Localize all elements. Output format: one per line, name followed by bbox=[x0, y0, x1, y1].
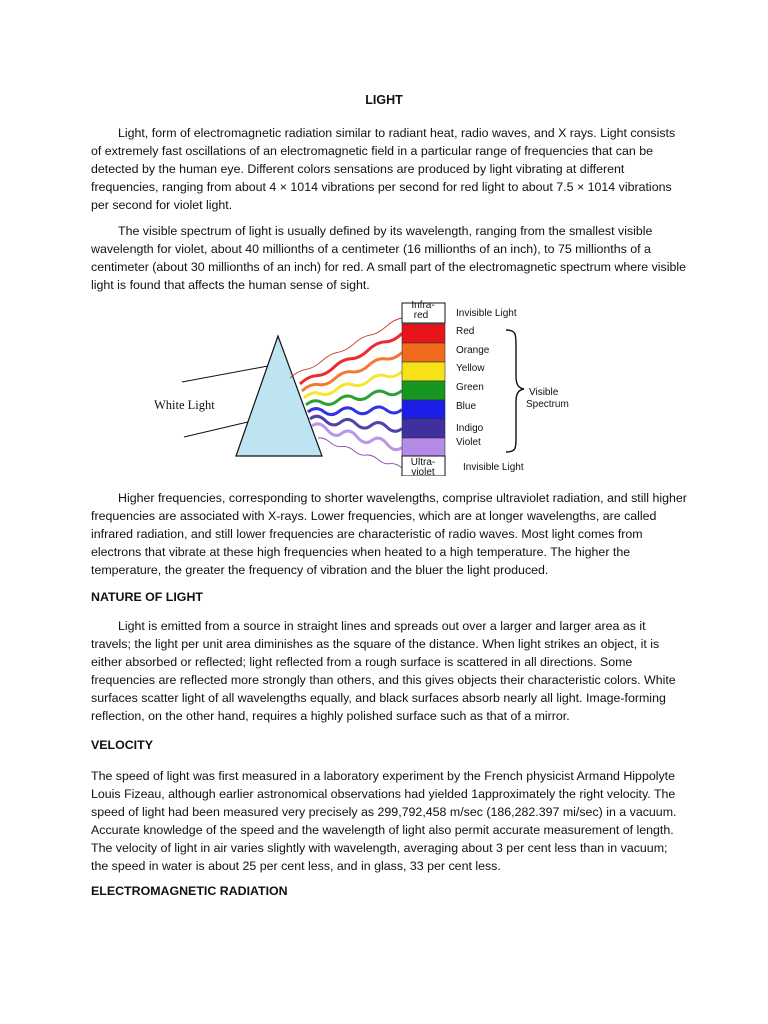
white-light-ray-lower bbox=[184, 421, 252, 437]
spectrum-band-label-green: Green bbox=[456, 382, 484, 393]
ultraviolet-ray bbox=[318, 438, 402, 468]
visible-spectrum-label-line2: Spectrum bbox=[526, 399, 569, 410]
paragraph-frequencies: Higher frequencies, corresponding to shorter wavelengths, comprise ultraviolet radiation, and still higher frequencies are associated with X-rays. Lower frequencies, which are at longer wavelengths, are called infrared radiation, and still lower frequencies are characteristic of radio waves. Most light comes from electrons that vibrate at these high frequencies when heated to a high temperature. The higher the temperature, the greater the frequency of vibration and the bluer the light produced. bbox=[91, 491, 687, 577]
infrared-label-line1: Infra- bbox=[411, 300, 435, 311]
paragraph-velocity: The speed of light was first measured in a laboratory experiment by the French physicist Armand Hippolyte Louis Fizeau, although earlier astronomical observations had yielded 1approximately the right velocity. The speed of light had been measured very precisely as 299,792,458 m/sec (186,282.397 mi/sec) in a vacuum. Accurate knowledge of the speed and the wavelength of light also permit accurate measurement of length. The velocity of light in air varies slightly with wavelength, averaging about 3 per cent less than in vacuum; the speed in water is about 25 per cent less, and in glass, 33 per cent less. bbox=[91, 769, 677, 873]
ultraviolet-label-line2: violet bbox=[411, 467, 435, 476]
ultraviolet-label-line1: Ultra- bbox=[410, 457, 436, 468]
heading-electromagnetic-radiation: ELECTROMAGNETIC RADIATION bbox=[91, 884, 288, 898]
spectrum-band-indigo bbox=[402, 419, 445, 438]
spectrum-band-red bbox=[402, 324, 445, 343]
spectrum-band-blue bbox=[402, 400, 445, 419]
spectrum-band-label-yellow: Yellow bbox=[456, 363, 485, 374]
spectrum-band-label-orange: Orange bbox=[456, 345, 490, 356]
white-light-label: White Light bbox=[154, 398, 215, 412]
spectrum-band-orange bbox=[402, 343, 445, 362]
invisible-light-bottom-label: Invisible Light bbox=[463, 462, 524, 473]
infrared-label-line2: red bbox=[413, 310, 429, 321]
heading-velocity: VELOCITY bbox=[91, 738, 153, 752]
prism-diagram bbox=[140, 296, 580, 476]
white-light-ray-upper bbox=[182, 366, 268, 382]
heading-nature-of-light: NATURE OF LIGHT bbox=[91, 590, 203, 604]
paragraph-nature-of-light: Light is emitted from a source in straight lines and spreads out over a larger and larger area as it travels; the light per unit area diminishes as the square of the distance. When light strikes an object, it is either absorbed or reflected; light reflected from a rough surface is scattered in all directions. Some frequencies are reflected more strongly than others, and this gives objects their characteristic colors. White surfaces scatter light of all wavelengths equally, and black surfaces absorb nearly all light. Image-forming reflection, on the other hand, requires a highly polished surface such as that of a mirror. bbox=[91, 619, 676, 723]
spectrum-band-label-blue: Blue bbox=[456, 401, 477, 412]
paragraph-visible-spectrum: The visible spectrum of light is usually defined by its wavelength, ranging from the smallest visible wavelength for violet, about 40 millionths of a centimeter (16 millionths of an inch), to 75 millionths of a centimeter (about 30 millionths of an inch) for red. A small part of the electromagnetic spectrum where visible light is found that affects the human sense of sight. bbox=[91, 224, 687, 292]
dispersed-ray-indigo bbox=[310, 416, 402, 431]
dispersed-ray-blue bbox=[308, 407, 402, 415]
paragraph-intro: Light, form of electromagnetic radiation similar to radiant heat, radio waves, and X rays. Light consists of extremely fast oscillations of an electromagnetic field in a particular range of frequencies that can be detected by the human eye. Different colors sensations are produced by light vibrating at different frequencies, ranging from about 4 × 1014 vibrations per second for red light to about 7.5 × 1014 vibrations per second for violet light. bbox=[91, 126, 676, 212]
spectrum-band-label-violet: Violet bbox=[456, 437, 481, 448]
visible-spectrum-brace bbox=[506, 330, 524, 452]
spectrum-band-yellow bbox=[402, 362, 445, 381]
invisible-light-top-label: Invisible Light bbox=[456, 308, 517, 319]
spectrum-bands bbox=[402, 324, 445, 457]
spectrum-band-label-red: Red bbox=[456, 326, 475, 337]
spectrum-band-violet bbox=[402, 438, 445, 457]
visible-spectrum-label-line1: Visible bbox=[529, 387, 559, 398]
spectrum-band-label-indigo: Indigo bbox=[456, 423, 484, 434]
prism-spectrum-figure bbox=[140, 296, 580, 476]
spectrum-band-green bbox=[402, 381, 445, 400]
spectrum-band-labels bbox=[456, 326, 490, 448]
infrared-ray bbox=[290, 318, 402, 378]
page-title: LIGHT bbox=[365, 93, 403, 107]
